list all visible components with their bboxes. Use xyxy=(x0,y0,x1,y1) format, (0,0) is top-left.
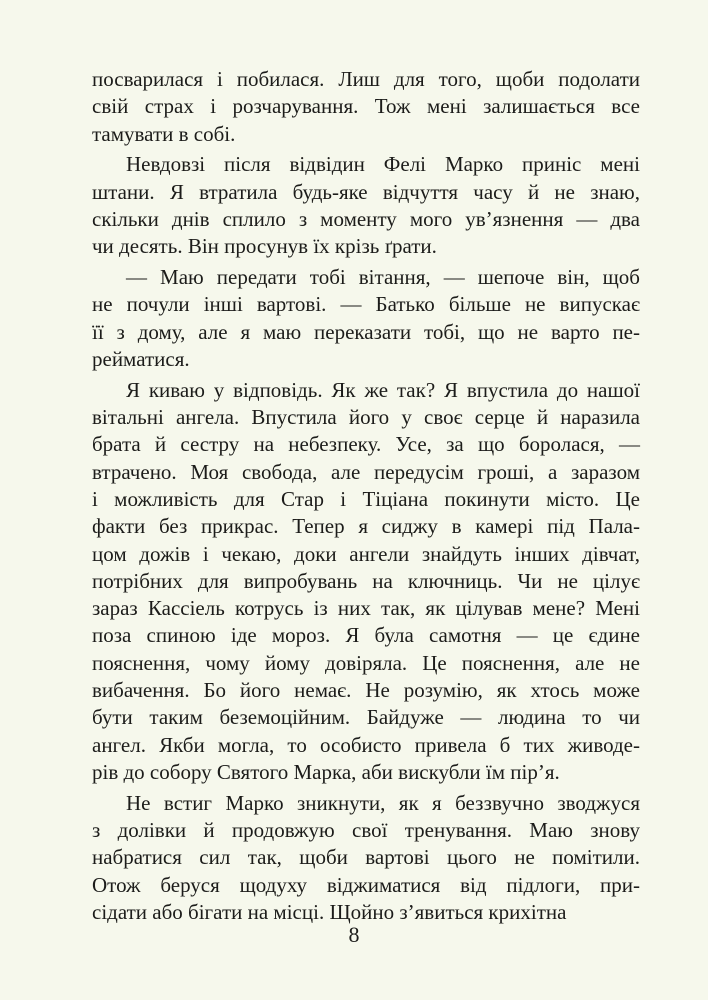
paragraph xyxy=(92,377,640,786)
text-line: рів до собору Святого Марка, аби вискубли їм пір’я. xyxy=(92,759,560,784)
text-line: Невдовзі після відвідин Фелі Марко приніс мені xyxy=(126,152,640,177)
text-line: свій страх і розчарування. Тож мені залишається все xyxy=(92,94,640,119)
body-text xyxy=(92,66,640,926)
paragraph xyxy=(92,151,640,260)
text-line: цом дожів і чекаю, доки ангели знайдуть інших дівчат, xyxy=(92,541,640,566)
text-line: сідати або бігати на місці. Щойно з’явиться крихітна xyxy=(92,899,567,924)
text-line: потрібних для випробувань на ключниць. Чи не цілує xyxy=(92,568,640,593)
text-line: набратися сил так, щоби вартові цього не помітили. xyxy=(92,845,640,870)
text-line: не почули інші вартові. — Батько більше не випускає xyxy=(92,292,640,317)
text-line: вибачення. Бо його немає. Не розумію, як хтось може xyxy=(92,678,640,703)
text-line: ангел. Якби могла, то особисто привела б тих живоде- xyxy=(92,732,640,757)
text-line: зараз Кассіель котрусь із них так, як цілував мене? Мені xyxy=(92,596,640,621)
text-line: вітальні ангела. Впустила його у своє серце й наразила xyxy=(92,405,640,430)
paragraph xyxy=(92,790,640,926)
text-line: з долівки й продовжую свої тренування. Маю знову xyxy=(92,818,640,843)
text-line: пояснення, чому йому довіряла. Це пояснення, але не xyxy=(92,650,640,675)
text-line: Отож беруся щодуху віджиматися від підлоги, при- xyxy=(92,872,640,897)
paragraph xyxy=(92,264,640,373)
text-line: штани. Я втратила будь-яке відчуття часу й не знаю, xyxy=(92,179,640,204)
text-line: тамувати в собі. xyxy=(92,121,236,146)
text-line: Не встиг Марко зникнути, як я беззвучно зводжуся xyxy=(126,790,640,815)
text-line: поза спиною іде мороз. Я була самотня — це єдине xyxy=(92,623,640,648)
paragraph xyxy=(92,66,640,148)
text-line: чи десять. Він просунув їх крізь ґрати. xyxy=(92,234,437,259)
text-line: її з дому, але я маю переказати тобі, що не варто пе- xyxy=(92,319,640,344)
text-line: брата й сестру на небезпеку. Усе, за що боролася, — xyxy=(92,432,640,457)
text-line: Я киваю у відповідь. Як же так? Я впустила до нашої xyxy=(126,377,640,402)
text-line: факти без прикрас. Тепер я сиджу в камері під Пала- xyxy=(92,514,640,539)
text-line: скільки днів сплило з моменту мого ув’язнення — два xyxy=(92,206,640,231)
page-number: 8 xyxy=(348,922,360,947)
text-line: втрачено. Моя свобода, але передусім гроші, а заразом xyxy=(92,459,640,484)
text-line: рейматися. xyxy=(92,346,190,371)
text-line: і можливість для Стар і Тіціана покинути місто. Це xyxy=(92,486,640,511)
text-line: посварилася і побилася. Лиш для того, щоби подолати xyxy=(92,67,640,91)
text-line: — Маю передати тобі вітання, — шепоче він, щоб xyxy=(126,265,640,290)
text-line: бути таким беземоційним. Байдуже — людина то чи xyxy=(92,705,640,730)
